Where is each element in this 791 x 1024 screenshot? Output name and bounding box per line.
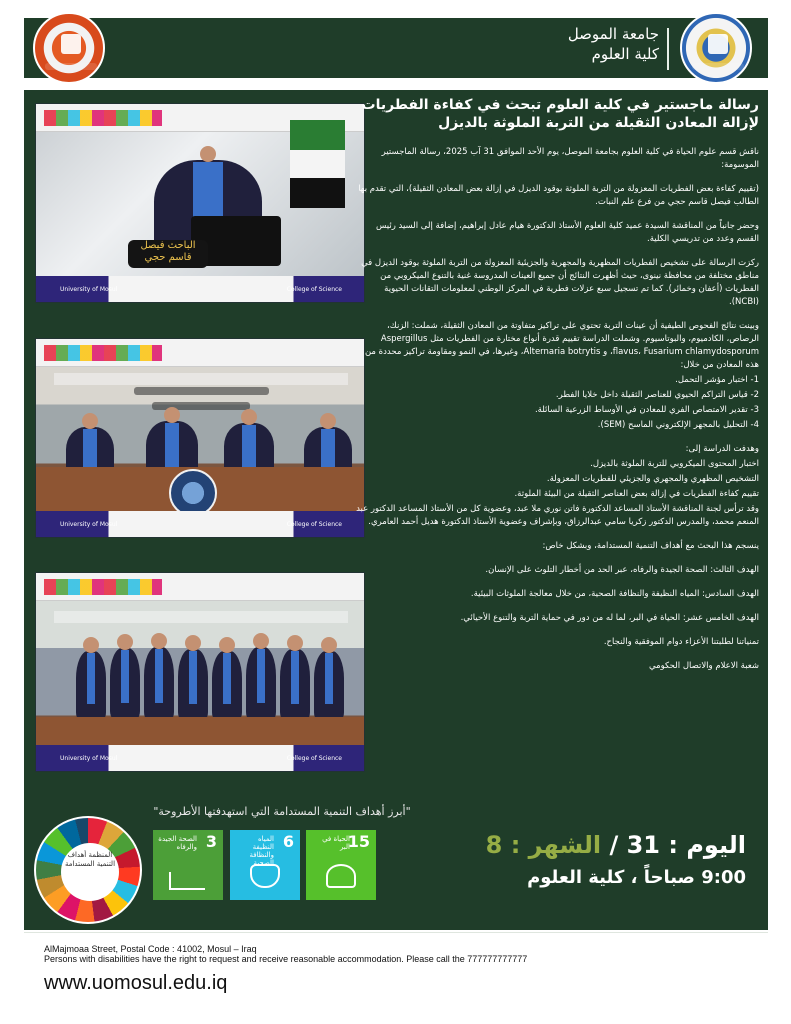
name-plate: الباحث فيصل قاسم حجي	[128, 240, 208, 268]
tree-icon	[326, 864, 356, 888]
university-label: University of Mosul	[60, 521, 118, 528]
logo-emblem	[61, 34, 81, 54]
sdg-card-15	[306, 830, 376, 900]
group-member	[314, 651, 344, 719]
iraq-flag	[290, 120, 345, 208]
photo-branding-strip	[36, 276, 365, 302]
goal-item: الهدف الثالث: الصحة الجيدة والرفاه، عبر الحد من أخطار التلوث على الإنسان.	[485, 565, 759, 575]
sdg-title: الحياة في البر	[322, 835, 350, 851]
photo-group	[35, 572, 365, 772]
logo-emblem	[708, 34, 728, 54]
heartbeat-icon	[169, 872, 205, 890]
photo-branding-strip	[36, 745, 365, 771]
goal-item: الهدف الخامس عشر: الحياة في البر، لما له من دور في حماية التربة والتنوع الأحيائي.	[460, 613, 759, 623]
group-member	[212, 651, 242, 719]
photo-committee	[35, 338, 365, 538]
footer-divider	[24, 932, 768, 933]
ceiling-trim	[54, 611, 348, 623]
article-paragraph: (تقييم كفاءة بعض الفطريات المعزولة من التربة الملوثة بوقود الديزل في إزالة بعض المعادن الثقيلة)، التي تقدم بها الطالب فيصل قاسم حجي من فرع علم النبات.	[358, 184, 759, 207]
water-glass-icon	[250, 864, 280, 888]
article-paragraph: ناقش قسم علوم الحياة في كلية العلوم بجامعة الموصل، يوم الأحد الموافق 31 آب 2025، رسالة الماجستير الموسومة:	[381, 147, 759, 170]
event-date	[485, 830, 746, 860]
group-member	[76, 651, 106, 719]
university-logo	[680, 12, 752, 84]
sdg-number: 3	[205, 832, 217, 851]
date-separator: /	[609, 831, 619, 859]
aim-item: التشخيص المظهري والمجهري والجزيئي للفطريات المعزولة.	[546, 474, 759, 484]
sdg-wheel-icon	[34, 816, 142, 924]
college-label: College of Science	[286, 286, 342, 293]
method-item: 2- قياس التراكم الحيوي للعناصر الثقيلة داخل خلايا الفطر.	[555, 390, 759, 400]
event-time-place: 9:00 صباحاً ، كلية العلوم	[527, 867, 746, 888]
method-item: 3- تقدير الامتصاص الفري للمعادن في الأوساط الزرعية السائلة.	[534, 405, 759, 415]
logo-inscription	[45, 63, 97, 70]
day-colon: :	[668, 831, 678, 859]
sdg-intro: ينسجم هذا البحث مع أهداف التنمية المستدامة، وبشكل خاص:	[542, 541, 759, 551]
university-name: جامعة الموصل	[567, 25, 659, 43]
group-member	[110, 648, 140, 718]
month-colon: :	[510, 831, 521, 859]
committee-table	[36, 717, 365, 747]
sdg-number: 6	[282, 832, 294, 851]
article-paragraph: وحضر جانباً من المناقشة السيدة عميد كلية العلوم الأستاذ الدكتورة هيام عادل إبراهيم، إضافة إلى السيد رئيس القسم وعدد من تدريسي الكلية.	[375, 221, 759, 244]
university-label: University of Mosul	[60, 755, 118, 762]
footer-address: AlMajmoaa Street, Postal Code : 41002, Mosul – Iraq	[44, 944, 257, 954]
article-body	[355, 96, 759, 684]
article-paragraph: وبينت نتائج الفحوص الطيفية أن عينات التربة تحتوي على تراكيز متفاوتة من المعادن الثقيلة، شملت: الزنك، الرصاص، الكادميوم، والبوتاسيوم. وشملت الدراسة تقييم قدرة أنواع مختارة من الفطريات مثل Aspergillus flavus، Fusarium chlamydosporum، و Alternaria botrytis، وغيرها، في النمو ومقاومة تراكيز محددة من هذه المعادن من خلال:	[364, 321, 759, 370]
article-headline: رسالة ماجستير في كلية العلوم تبحث في كفاءة الفطريات لإزالة المعادن الثقيلة من التربة الملوثة بالديزل	[361, 97, 759, 131]
group-member	[246, 647, 276, 719]
committee-text: وقد ترأس لجنة المناقشة الأستاذ المساعد الدكتورة فاتن نوري ملا عبد، وعضوية كل من الأستاذ المساعد الدكتور عبد المنعم محمد، والمدرس الدكتور زكريا سامي عبدالرزاق، وبإشراف وعضوية الأستاذ الدكتورة هديل أحمد العامري.	[356, 504, 759, 527]
footer-website[interactable]: www.uomosul.edu.iq	[44, 972, 228, 994]
group-member	[144, 647, 174, 719]
ceiling-trim	[54, 373, 348, 385]
sdg-card-6	[230, 830, 300, 900]
day-label: اليوم	[686, 831, 746, 859]
photo-candidate	[35, 103, 365, 303]
aim-item: اختبار المحتوى الميكروبي للتربة الملوثة بالديزل.	[590, 459, 759, 469]
media-division: شعبة الاعلام والاتصال الحكومي	[648, 661, 759, 671]
sdg-banner	[36, 573, 365, 601]
sdg-title: الصحة الجيدة والرفاه	[158, 835, 197, 851]
podium-emblem	[169, 469, 217, 517]
sdg-icon-strip	[44, 579, 162, 595]
sdg-quote: "أبرز أهداف التنمية المستدامة التي استهدفتها الأطروحة"	[153, 805, 411, 818]
day-value: 31	[626, 831, 660, 859]
header-title	[419, 24, 659, 64]
college-label: College of Science	[286, 755, 342, 762]
article-paragraph: ركزت الرسالة على تشخيص الفطريات المظهرية والمجهرية والجزيئية المعزولة من التربة الملوثة بوقود الديزل في مناطق مختلفة من محافظة نينوى، حيث أظهرت النتائج أن جميع العينات المدروسة غنية بالتنوع الميكروبي من الفطريات (أعفان وخمائر). كما تم تسجيل سبع عزلات فطرية في المركز الوطني لمعلومات التقانات الحيوية (NCBI).	[361, 258, 759, 307]
aim-item: تقييم كفاءة الفطريات في إزالة بعض العناصر الثقيلة من البيئة الملوثة.	[514, 489, 759, 499]
photo-branding-strip	[36, 511, 365, 537]
header-divider	[667, 28, 669, 70]
month-value: 8	[485, 831, 503, 859]
group-member	[178, 649, 208, 719]
university-label: University of Mosul	[60, 286, 118, 293]
wall-inscription	[134, 387, 269, 395]
sdg-banner	[36, 339, 365, 367]
sdg-icon-strip	[44, 110, 162, 126]
sdg-number: 15	[347, 832, 370, 851]
group-member	[280, 649, 310, 719]
month-label: الشهر	[528, 831, 602, 859]
footer-notice: Persons with disabilities have the right to request and receive reasonable accommodation. Please call the 777777777777	[44, 954, 528, 964]
sdg-icon-strip	[44, 345, 162, 361]
college-label: College of Science	[286, 521, 342, 528]
closing-wish: تمنياتنا لطلبتنا الأعزاء دوام الموفقية والنجاح.	[603, 637, 759, 647]
goal-item: الهدف السادس: المياه النظيفة والنظافة الصحية، من خلال معالجة الملوثات البيئية.	[470, 589, 759, 599]
method-item: 1- اختبار مؤشر التحمل.	[675, 375, 759, 385]
college-name: كلية العلوم	[591, 45, 659, 63]
college-logo	[33, 12, 105, 84]
logo-inscription	[692, 63, 744, 70]
sdg-title: المياه النظيفة والنظافة الصحية	[249, 835, 274, 867]
method-item: 4- التحليل بالمجهر الإلكتروني الماسح (SEM).	[597, 420, 759, 430]
aims-title: وهدفت الدراسة إلى:	[685, 444, 759, 454]
sdg-card-3	[153, 830, 223, 900]
wheel-label: المنظمة أهداف التنمية المستدامة	[61, 843, 119, 901]
